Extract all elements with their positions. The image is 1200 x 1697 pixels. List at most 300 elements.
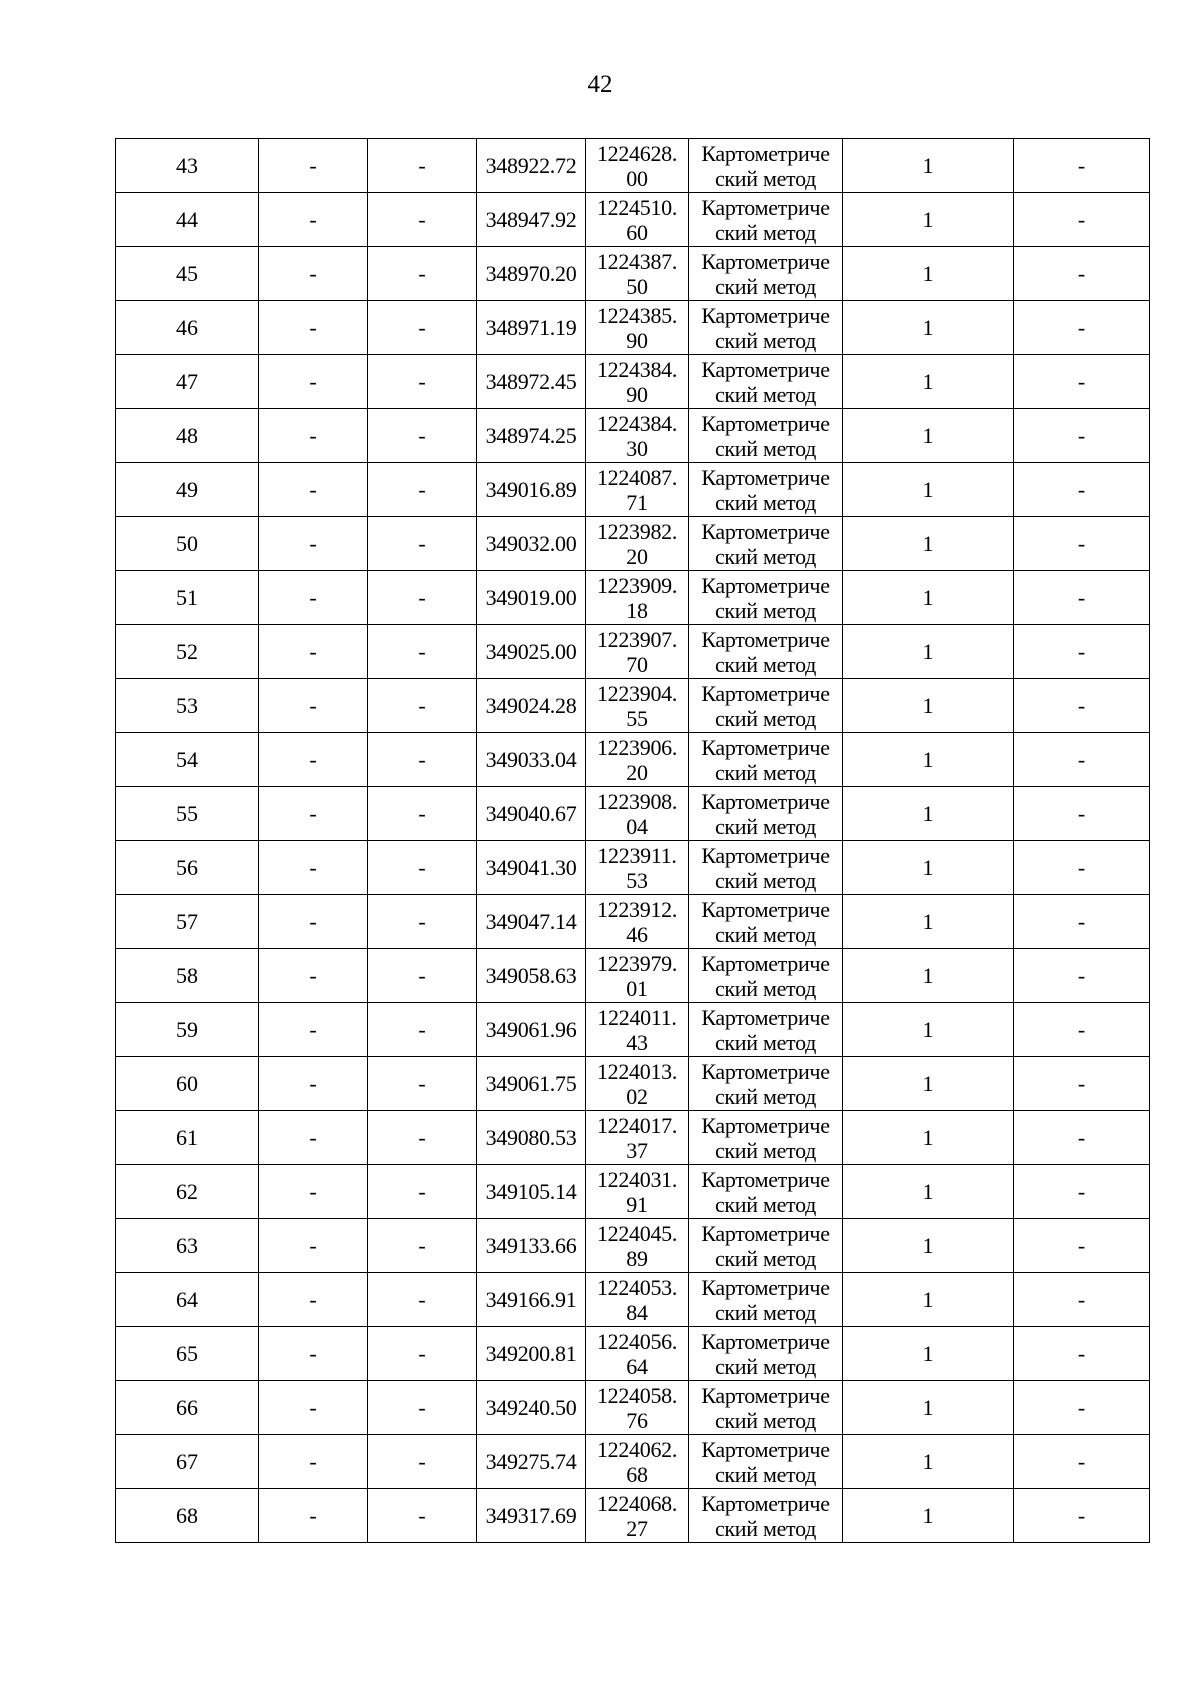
empty-cell: - [259, 1219, 368, 1273]
y-coordinate-cell-line: 1223904. [596, 680, 678, 706]
method-cell-line: Картометриче [701, 248, 830, 274]
empty-cell: - [259, 463, 368, 517]
empty-cell: - [259, 571, 368, 625]
accuracy-cell: 1 [843, 1003, 1014, 1057]
y-coordinate-cell [586, 139, 689, 193]
table-row [116, 1489, 1150, 1543]
y-coordinate-cell-line: 04 [626, 813, 648, 839]
y-coordinate-cell [586, 895, 689, 949]
empty-cell: - [259, 301, 368, 355]
method-cell-line: ский метод [714, 1515, 817, 1541]
x-coordinate-cell: 349016.89 [477, 463, 586, 517]
method-cell-line: ский метод [714, 1191, 817, 1217]
y-coordinate-cell [586, 1435, 689, 1489]
point-number-cell: 64 [116, 1273, 259, 1327]
method-cell [689, 1273, 843, 1327]
accuracy-cell: 1 [843, 1111, 1014, 1165]
accuracy-cell: 1 [843, 1435, 1014, 1489]
y-coordinate-cell-line: 43 [626, 1029, 648, 1055]
method-cell [689, 1165, 843, 1219]
table-row [116, 1219, 1150, 1273]
x-coordinate-cell: 349024.28 [477, 679, 586, 733]
empty-cell: - [259, 733, 368, 787]
method-cell-line: Картометриче [701, 140, 830, 166]
accuracy-cell: 1 [843, 949, 1014, 1003]
x-coordinate-cell: 349133.66 [477, 1219, 586, 1273]
point-number-cell: 51 [116, 571, 259, 625]
method-cell [689, 679, 843, 733]
y-coordinate-cell-line: 20 [626, 759, 648, 785]
empty-cell: - [1014, 1003, 1150, 1057]
y-coordinate-cell-line: 90 [626, 381, 648, 407]
y-coordinate-cell-line: 37 [626, 1137, 648, 1163]
accuracy-cell: 1 [843, 301, 1014, 355]
method-cell-line: ский метод [714, 543, 817, 569]
empty-cell: - [259, 139, 368, 193]
y-coordinate-cell [586, 787, 689, 841]
table-row [116, 139, 1150, 193]
empty-cell: - [259, 1057, 368, 1111]
x-coordinate-cell: 349040.67 [477, 787, 586, 841]
method-cell-line: Картометриче [701, 950, 830, 976]
accuracy-cell: 1 [843, 679, 1014, 733]
method-cell-line: ский метод [714, 1245, 817, 1271]
empty-cell: - [1014, 1111, 1150, 1165]
x-coordinate-cell: 349058.63 [477, 949, 586, 1003]
empty-cell: - [1014, 895, 1150, 949]
table-row [116, 733, 1150, 787]
method-cell [689, 139, 843, 193]
empty-cell: - [259, 247, 368, 301]
table-row [116, 1327, 1150, 1381]
y-coordinate-cell [586, 517, 689, 571]
empty-cell: - [1014, 355, 1150, 409]
method-cell [689, 1489, 843, 1543]
empty-cell: - [259, 1435, 368, 1489]
x-coordinate-cell: 349033.04 [477, 733, 586, 787]
point-number-cell: 68 [116, 1489, 259, 1543]
y-coordinate-cell-line: 1223908. [596, 788, 678, 814]
page-number: 42 [587, 71, 613, 98]
empty-cell: - [368, 193, 477, 247]
empty-cell: - [368, 409, 477, 463]
method-cell-line: ский метод [714, 867, 817, 893]
method-cell-line: ский метод [714, 1137, 817, 1163]
method-cell-line: Картометриче [701, 410, 830, 436]
method-cell-line: ский метод [714, 1353, 817, 1379]
accuracy-cell: 1 [843, 517, 1014, 571]
method-cell-line: ский метод [714, 489, 817, 515]
table-row [116, 625, 1150, 679]
y-coordinate-cell-line: 1224013. [596, 1058, 678, 1084]
method-cell [689, 301, 843, 355]
method-cell [689, 1381, 843, 1435]
accuracy-cell: 1 [843, 193, 1014, 247]
empty-cell: - [259, 1111, 368, 1165]
empty-cell: - [259, 787, 368, 841]
method-cell-line: Картометриче [701, 1058, 830, 1084]
point-number-cell: 67 [116, 1435, 259, 1489]
empty-cell: - [368, 355, 477, 409]
empty-cell: - [368, 139, 477, 193]
y-coordinate-cell-line: 46 [626, 921, 648, 947]
y-coordinate-cell [586, 571, 689, 625]
y-coordinate-cell-line: 71 [626, 489, 648, 515]
y-coordinate-cell [586, 949, 689, 1003]
point-number-cell: 45 [116, 247, 259, 301]
y-coordinate-cell-line: 76 [626, 1407, 648, 1433]
empty-cell: - [368, 787, 477, 841]
method-cell-line: ский метод [714, 1299, 817, 1325]
y-coordinate-cell-line: 20 [626, 543, 648, 569]
method-cell-line: ский метод [714, 165, 817, 191]
table-row [116, 193, 1150, 247]
point-number-cell: 49 [116, 463, 259, 517]
method-cell-line: Картометриче [701, 194, 830, 220]
empty-cell: - [368, 1489, 477, 1543]
y-coordinate-cell-line: 1224510. [596, 194, 678, 220]
method-cell-line: Картометриче [701, 1436, 830, 1462]
point-number-cell: 65 [116, 1327, 259, 1381]
point-number-cell: 58 [116, 949, 259, 1003]
method-cell-line: ский метод [714, 597, 817, 623]
y-coordinate-cell-line: 91 [626, 1191, 648, 1217]
empty-cell: - [368, 1111, 477, 1165]
accuracy-cell: 1 [843, 247, 1014, 301]
method-cell [689, 625, 843, 679]
method-cell-line: Картометриче [701, 302, 830, 328]
method-cell-line: Картометриче [701, 1112, 830, 1138]
y-coordinate-cell [586, 1003, 689, 1057]
point-number-cell: 46 [116, 301, 259, 355]
y-coordinate-cell [586, 1327, 689, 1381]
method-cell [689, 193, 843, 247]
table-row [116, 301, 1150, 355]
y-coordinate-cell-line: 1224011. [597, 1004, 677, 1030]
x-coordinate-cell: 349047.14 [477, 895, 586, 949]
accuracy-cell: 1 [843, 355, 1014, 409]
y-coordinate-cell-line: 1223906. [596, 734, 678, 760]
empty-cell: - [368, 1165, 477, 1219]
empty-cell: - [259, 949, 368, 1003]
y-coordinate-cell-line: 1224384. [596, 410, 678, 436]
empty-cell: - [1014, 841, 1150, 895]
empty-cell: - [1014, 517, 1150, 571]
x-coordinate-cell: 349061.75 [477, 1057, 586, 1111]
accuracy-cell: 1 [843, 409, 1014, 463]
x-coordinate-cell: 349041.30 [477, 841, 586, 895]
accuracy-cell: 1 [843, 733, 1014, 787]
method-cell [689, 1327, 843, 1381]
y-coordinate-cell-line: 1224031. [596, 1166, 678, 1192]
table-row [116, 1003, 1150, 1057]
point-number-cell: 50 [116, 517, 259, 571]
empty-cell: - [259, 1165, 368, 1219]
table-row [116, 1165, 1150, 1219]
method-cell-line: Картометриче [701, 1490, 830, 1516]
empty-cell: - [259, 679, 368, 733]
empty-cell: - [1014, 463, 1150, 517]
empty-cell: - [368, 301, 477, 355]
x-coordinate-cell: 348970.20 [477, 247, 586, 301]
accuracy-cell: 1 [843, 1219, 1014, 1273]
empty-cell: - [259, 625, 368, 679]
table-row [116, 1435, 1150, 1489]
y-coordinate-cell-line: 00 [626, 165, 648, 191]
method-cell [689, 409, 843, 463]
empty-cell: - [259, 193, 368, 247]
y-coordinate-cell [586, 841, 689, 895]
y-coordinate-cell-line: 1224068. [596, 1490, 678, 1516]
empty-cell: - [1014, 787, 1150, 841]
table-body [116, 139, 1150, 1543]
method-cell [689, 463, 843, 517]
y-coordinate-cell-line: 1224017. [596, 1112, 678, 1138]
empty-cell: - [1014, 409, 1150, 463]
y-coordinate-cell [586, 1489, 689, 1543]
y-coordinate-cell-line: 53 [626, 867, 648, 893]
method-cell [689, 1219, 843, 1273]
method-cell-line: ский метод [714, 975, 817, 1001]
y-coordinate-cell-line: 1223911. [597, 842, 677, 868]
y-coordinate-cell-line: 1223909. [596, 572, 678, 598]
table-row [116, 787, 1150, 841]
x-coordinate-cell: 349019.00 [477, 571, 586, 625]
empty-cell: - [1014, 1219, 1150, 1273]
method-cell [689, 787, 843, 841]
method-cell-line: Картометриче [701, 680, 830, 706]
accuracy-cell: 1 [843, 841, 1014, 895]
method-cell-line: ский метод [714, 381, 817, 407]
method-cell-line: Картометриче [701, 1382, 830, 1408]
y-coordinate-cell-line: 90 [626, 327, 648, 353]
method-cell-line: Картометриче [701, 734, 830, 760]
x-coordinate-cell: 349032.00 [477, 517, 586, 571]
y-coordinate-cell-line: 84 [626, 1299, 648, 1325]
y-coordinate-cell [586, 1273, 689, 1327]
method-cell-line: Картометриче [701, 1220, 830, 1246]
empty-cell: - [259, 841, 368, 895]
y-coordinate-cell-line: 1224628. [596, 140, 678, 166]
point-number-cell: 63 [116, 1219, 259, 1273]
method-cell [689, 949, 843, 1003]
method-cell [689, 247, 843, 301]
method-cell-line: ский метод [714, 1029, 817, 1055]
empty-cell: - [259, 1381, 368, 1435]
accuracy-cell: 1 [843, 139, 1014, 193]
table-row [116, 895, 1150, 949]
empty-cell: - [368, 1003, 477, 1057]
empty-cell: - [368, 517, 477, 571]
method-cell-line: ский метод [714, 1461, 817, 1487]
method-cell [689, 841, 843, 895]
method-cell [689, 517, 843, 571]
method-cell [689, 571, 843, 625]
method-cell-line: ский метод [714, 327, 817, 353]
method-cell-line: ский метод [714, 1083, 817, 1109]
table-row [116, 1273, 1150, 1327]
empty-cell: - [259, 895, 368, 949]
method-cell-line: ский метод [714, 435, 817, 461]
point-number-cell: 44 [116, 193, 259, 247]
point-number-cell: 57 [116, 895, 259, 949]
y-coordinate-cell-line: 60 [626, 219, 648, 245]
empty-cell: - [1014, 733, 1150, 787]
accuracy-cell: 1 [843, 1381, 1014, 1435]
x-coordinate-cell: 349200.81 [477, 1327, 586, 1381]
empty-cell: - [1014, 1165, 1150, 1219]
y-coordinate-cell-line: 1224056. [596, 1328, 678, 1354]
y-coordinate-cell-line: 55 [626, 705, 648, 731]
point-number-cell: 53 [116, 679, 259, 733]
method-cell [689, 895, 843, 949]
method-cell-line: Картометриче [701, 896, 830, 922]
y-coordinate-cell-line: 27 [626, 1515, 648, 1541]
y-coordinate-cell [586, 247, 689, 301]
method-cell-line: Картометриче [701, 626, 830, 652]
point-number-cell: 59 [116, 1003, 259, 1057]
table-row [116, 1381, 1150, 1435]
empty-cell: - [1014, 1273, 1150, 1327]
accuracy-cell: 1 [843, 1057, 1014, 1111]
y-coordinate-cell-line: 1223979. [596, 950, 678, 976]
y-coordinate-cell-line: 1224385. [596, 302, 678, 328]
table-row [116, 1057, 1150, 1111]
table-row [116, 949, 1150, 1003]
empty-cell: - [368, 679, 477, 733]
method-cell-line: ский метод [714, 273, 817, 299]
method-cell-line: ский метод [714, 651, 817, 677]
empty-cell: - [368, 1381, 477, 1435]
accuracy-cell: 1 [843, 463, 1014, 517]
y-coordinate-cell [586, 463, 689, 517]
empty-cell: - [1014, 193, 1150, 247]
empty-cell: - [368, 733, 477, 787]
method-cell-line: ский метод [714, 219, 817, 245]
accuracy-cell: 1 [843, 1165, 1014, 1219]
table-row [116, 517, 1150, 571]
method-cell-line: Картометриче [701, 1274, 830, 1300]
method-cell-line: Картометриче [701, 842, 830, 868]
y-coordinate-cell-line: 68 [626, 1461, 648, 1487]
method-cell [689, 355, 843, 409]
x-coordinate-cell: 349080.53 [477, 1111, 586, 1165]
method-cell-line: Картометриче [701, 1166, 830, 1192]
method-cell [689, 1435, 843, 1489]
method-cell-line: Картометриче [701, 356, 830, 382]
empty-cell: - [368, 1057, 477, 1111]
x-coordinate-cell: 349317.69 [477, 1489, 586, 1543]
accuracy-cell: 1 [843, 787, 1014, 841]
y-coordinate-cell-line: 64 [626, 1353, 648, 1379]
y-coordinate-cell-line: 01 [626, 975, 648, 1001]
point-number-cell: 61 [116, 1111, 259, 1165]
method-cell-line: ский метод [714, 1407, 817, 1433]
x-coordinate-cell: 349275.74 [477, 1435, 586, 1489]
method-cell-line: Картометриче [701, 572, 830, 598]
method-cell-line: Картометриче [701, 1328, 830, 1354]
point-number-cell: 66 [116, 1381, 259, 1435]
accuracy-cell: 1 [843, 571, 1014, 625]
method-cell-line: ский метод [714, 813, 817, 839]
y-coordinate-cell [586, 301, 689, 355]
empty-cell: - [1014, 949, 1150, 1003]
y-coordinate-cell [586, 1219, 689, 1273]
empty-cell: - [368, 571, 477, 625]
y-coordinate-cell [586, 1111, 689, 1165]
empty-cell: - [1014, 1057, 1150, 1111]
x-coordinate-cell: 349061.96 [477, 1003, 586, 1057]
x-coordinate-cell: 348972.45 [477, 355, 586, 409]
method-cell-line: Картометриче [701, 788, 830, 814]
x-coordinate-cell: 349166.91 [477, 1273, 586, 1327]
empty-cell: - [368, 841, 477, 895]
y-coordinate-cell-line: 70 [626, 651, 648, 677]
table-row [116, 355, 1150, 409]
y-coordinate-cell [586, 625, 689, 679]
y-coordinate-cell [586, 1057, 689, 1111]
point-number-cell: 43 [116, 139, 259, 193]
point-number-cell: 54 [116, 733, 259, 787]
method-cell [689, 1111, 843, 1165]
empty-cell: - [1014, 139, 1150, 193]
y-coordinate-cell-line: 1223982. [596, 518, 678, 544]
point-number-cell: 60 [116, 1057, 259, 1111]
accuracy-cell: 1 [843, 1489, 1014, 1543]
accuracy-cell: 1 [843, 625, 1014, 679]
x-coordinate-cell: 349105.14 [477, 1165, 586, 1219]
y-coordinate-cell [586, 733, 689, 787]
empty-cell: - [259, 355, 368, 409]
table-row [116, 409, 1150, 463]
y-coordinate-cell-line: 89 [626, 1245, 648, 1271]
empty-cell: - [368, 1435, 477, 1489]
empty-cell: - [1014, 1435, 1150, 1489]
method-cell-line: ский метод [714, 705, 817, 731]
y-coordinate-cell-line: 18 [626, 597, 648, 623]
y-coordinate-cell-line: 1224058. [596, 1382, 678, 1408]
accuracy-cell: 1 [843, 1273, 1014, 1327]
empty-cell: - [1014, 1381, 1150, 1435]
accuracy-cell: 1 [843, 895, 1014, 949]
empty-cell: - [368, 1273, 477, 1327]
table-row [116, 247, 1150, 301]
table-row [116, 463, 1150, 517]
y-coordinate-cell-line: 1223912. [596, 896, 678, 922]
x-coordinate-cell: 349025.00 [477, 625, 586, 679]
empty-cell: - [259, 1003, 368, 1057]
y-coordinate-cell-line: 1224384. [596, 356, 678, 382]
method-cell [689, 1057, 843, 1111]
empty-cell: - [1014, 1489, 1150, 1543]
table-row [116, 571, 1150, 625]
method-cell [689, 1003, 843, 1057]
empty-cell: - [1014, 571, 1150, 625]
empty-cell: - [1014, 625, 1150, 679]
method-cell-line: Картометриче [701, 464, 830, 490]
y-coordinate-cell-line: 1223907. [596, 626, 678, 652]
y-coordinate-cell-line: 50 [626, 273, 648, 299]
empty-cell: - [368, 895, 477, 949]
point-number-cell: 47 [116, 355, 259, 409]
point-number-cell: 52 [116, 625, 259, 679]
y-coordinate-cell [586, 193, 689, 247]
point-number-cell: 55 [116, 787, 259, 841]
empty-cell: - [259, 1327, 368, 1381]
empty-cell: - [368, 1219, 477, 1273]
x-coordinate-cell: 348971.19 [477, 301, 586, 355]
y-coordinate-cell-line: 30 [626, 435, 648, 461]
